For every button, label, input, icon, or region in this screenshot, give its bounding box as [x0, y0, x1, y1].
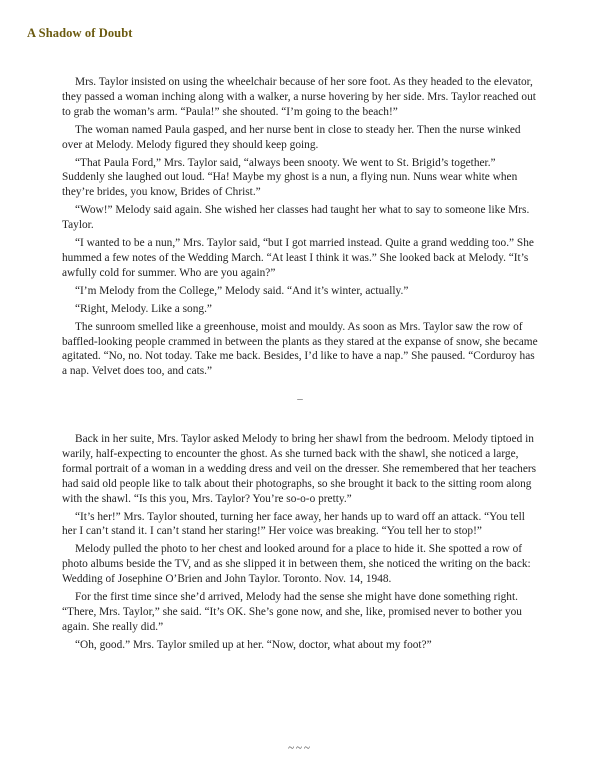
paragraph: For the first time since she’d arrived, Melody had the sense she might have done something right. “There, Mrs. Taylor,” she said. “It’s OK. She’s gone now, and she, like, promised never to bother you again. She really did.” — [62, 591, 522, 633]
paragraph: “That Paula Ford,” Mrs. Taylor said, “always been snooty. We went to St. Brigid’s together.” Suddenly she laughed out loud. “Ha! Maybe my ghost is a nun, a flying nun. Nuns wear white when they’re brides, you know, Brides of Christ.” — [62, 156, 518, 199]
paragraph: Melody pulled the photo to her chest and looked around for a place to hide it. She spotted a row of photo albums beside the TV, and as she slipped it in between them, she noticed the writing on the back: Wedding of Josephine O’Brien and John Taylor. Toronto. Nov. 14, 1948. — [62, 543, 531, 586]
paragraph: The sunroom smelled like a greenhouse, moist and mouldy. As soon as Mrs. Taylor saw the row of baffled-looking people crammed in between the plants as they stared at the expanse of snow, she became agitated. “No, no. Not today. Take me back. Besides, I’d like to have a nap.” She paused. “Corduroy has a nap. Velvet does too, and cats.” — [62, 320, 538, 378]
paragraph: Back in her suite, Mrs. Taylor asked Melody to bring her shawl from the bedroom. Melody tiptoed in warily, half-expecting to encounter the ghost. As she turned back with the shawl, she noticed a large, formal portrait of a woman in a wedding dress and veil on the dresser. She remembered that her teachers had said old people like to talk about their photographs, so she brought it back to the sitting room along with the shawl. “Is this you, Mrs. Taylor? You’re so-o-o pretty.” — [62, 433, 537, 505]
story-section-2 — [62, 432, 540, 656]
running-head-title: A Shadow of Doubt — [27, 26, 133, 40]
story-section-1 — [62, 75, 540, 382]
paragraph: “Wow!” Melody said again. She wished her classes had taught her what to say to someone like Mrs. Taylor. — [62, 204, 530, 232]
paragraph: Mrs. Taylor insisted on using the wheelchair because of her sore foot. As they headed to the elevator, they passed a woman inching along with a walker, a nurse hovering by her side. Mrs. Taylor reached out to grab the woman’s arm. “Paula!” she shouted. “I’m going to the beach!” — [62, 76, 536, 118]
paragraph: The woman named Paula gasped, and her nurse bent in close to steady her. Then the nurse winked over at Melody. Melody figured they should keep going. — [62, 123, 521, 151]
paragraph: “It’s her!” Mrs. Taylor shouted, turning her face away, her hands up to ward off an attack. “You tell her I can’t stand it. I can’t stand her staring!” Her voice was breaking. “You tell her to stop!” — [62, 510, 525, 538]
paragraph: “I wanted to be a nun,” Mrs. Taylor said, “but I got married instead. Quite a grand wedding too.” She hummed a few notes of the Wedding March. “At least I think it was.” She looked back at Melody. “It’s awfully cold for summer. Who are you again?” — [62, 237, 534, 279]
paragraph: “I’m Melody from the College,” Melody said. “And it’s winter, actually.” — [75, 284, 409, 297]
paragraph: “Right, Melody. Like a song.” — [75, 302, 212, 315]
scene-break-dash: – — [297, 393, 303, 405]
paragraph: “Oh, good.” Mrs. Taylor smiled up at her. “Now, doctor, what about my foot?” — [75, 638, 432, 651]
scene-break-tildes: ~~~ — [288, 742, 312, 754]
